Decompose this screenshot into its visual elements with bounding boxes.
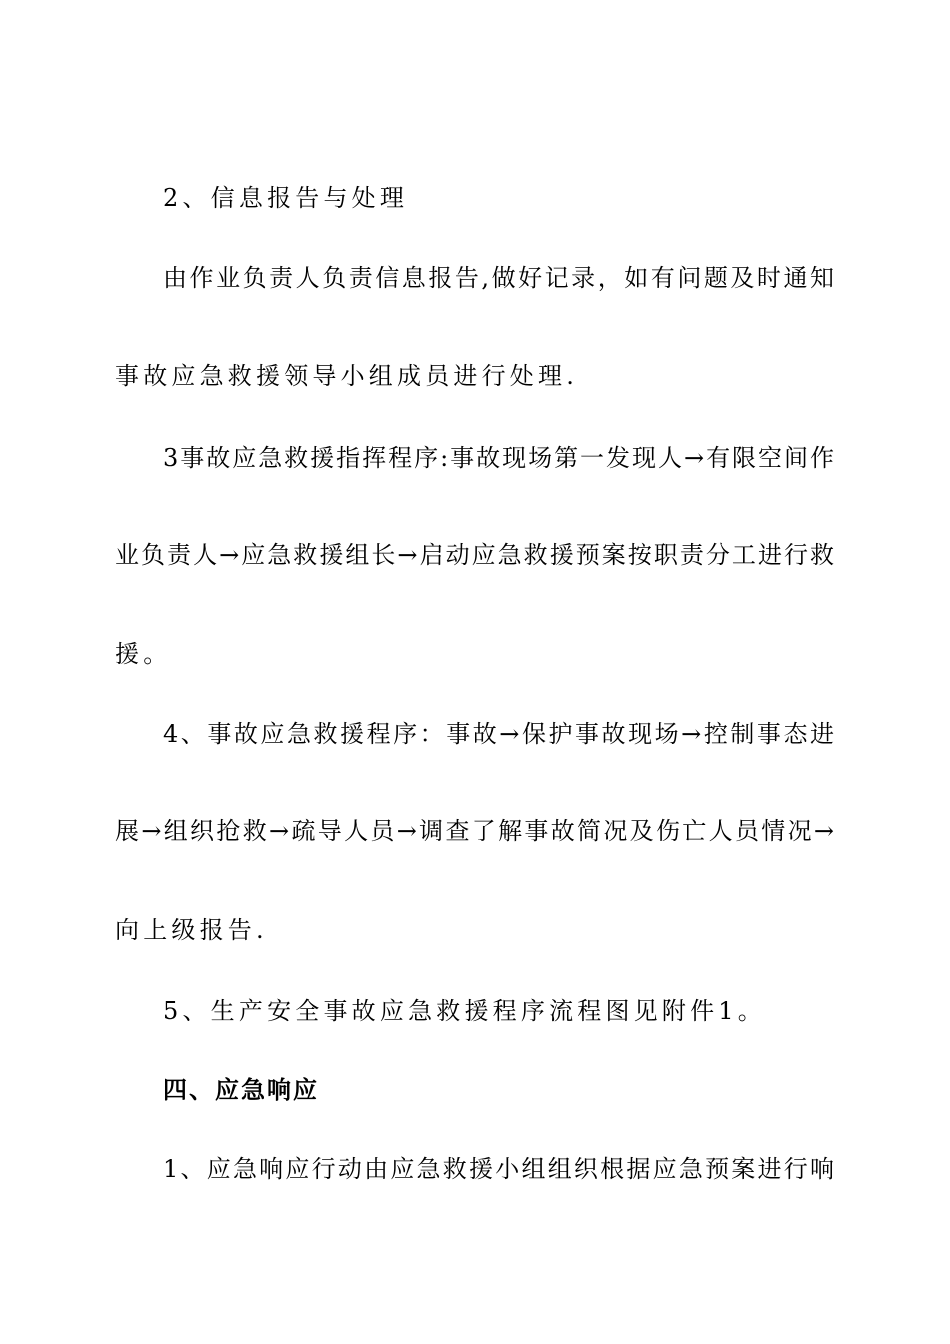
paragraph-line: 援。	[115, 640, 172, 668]
paragraph-line: 1、应急响应行动由应急救援小组组织根据应急预案进行响	[163, 1155, 834, 1183]
paragraph-line: 3事故应急救援指挥程序:事故现场第一发现人→有限空间作	[163, 444, 834, 472]
paragraph-line: 事故应急救援领导小组成员进行处理.	[115, 362, 579, 390]
paragraph-line: 业负责人→应急救援组长→启动应急救援预案按职责分工进行救	[115, 541, 834, 569]
paragraph-line: 展→组织抢救→疏导人员→调查了解事故简况及伤亡人员情况→	[115, 817, 834, 845]
paragraph-line: 由作业负责人负责信息报告,做好记录，如有问题及时通知	[163, 264, 834, 292]
section-heading-emergency-response: 四、应急响应	[163, 1075, 319, 1104]
paragraph-line: 5、生产安全事故应急救援程序流程图见附件1。	[163, 997, 766, 1025]
paragraph-line: 向上级报告.	[115, 916, 268, 944]
paragraph-line: 4、事故应急救援程序：事故→保护事故现场→控制事态进	[163, 720, 834, 748]
subheading-info-report: 2、信息报告与处理	[163, 184, 409, 212]
